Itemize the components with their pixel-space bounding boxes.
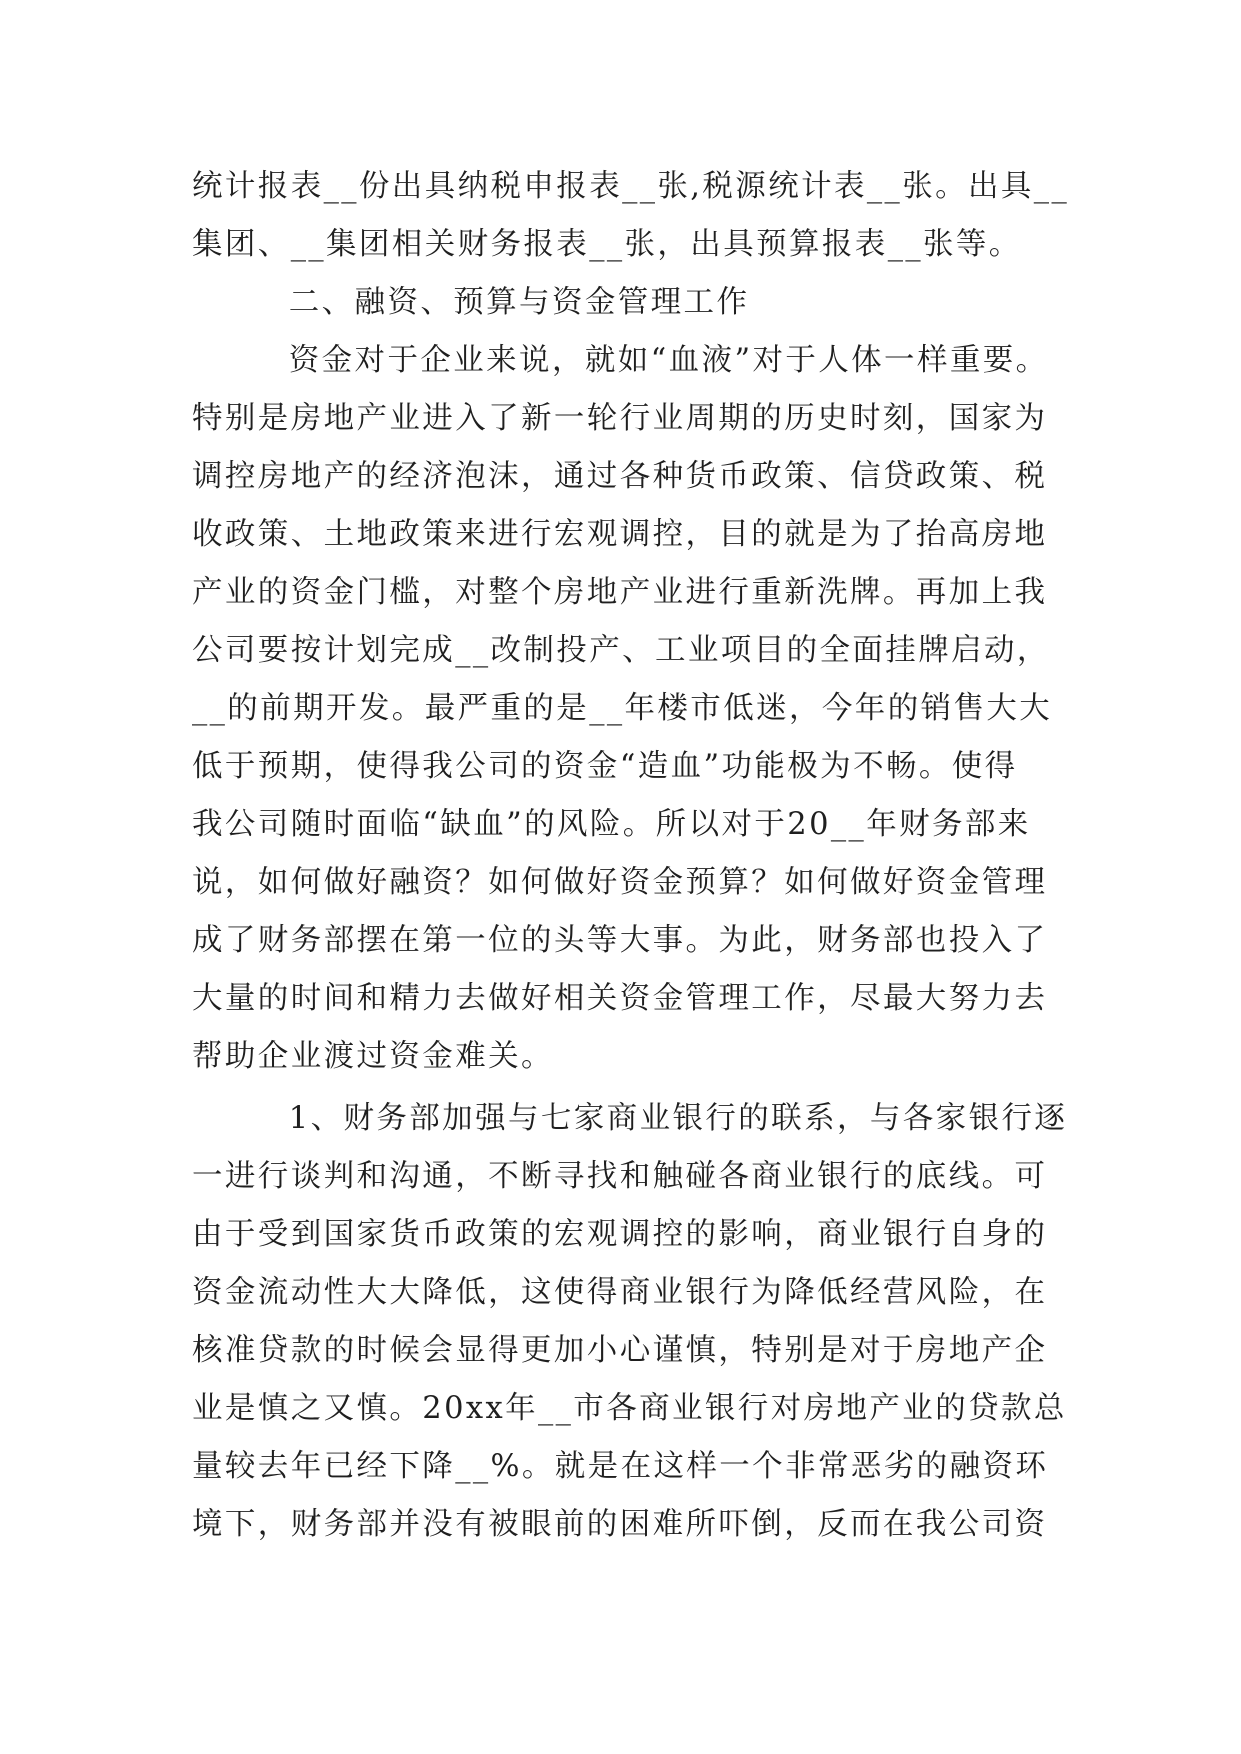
text-line: 成了财务部摆在第一位的头等大事。为此，财务部也投入了 — [192, 923, 1048, 958]
text-line: 核准贷款的时候会显得更加小心谨慎，特别是对于房地产企 — [192, 1333, 1048, 1368]
section-heading: 二、融资、预算与资金管理工作 — [192, 285, 750, 320]
text-line: 一进行谈判和沟通，不断寻找和触碰各商业银行的底线。可 — [192, 1159, 1048, 1194]
text-line: 调控房地产的经济泡沫，通过各种货币政策、信贷政策、税 — [192, 459, 1048, 494]
text-line: 集团、__集团相关财务报表__张，出具预算报表__张等。 — [192, 227, 1022, 262]
text-line: 我公司随时面临“缺血”的风险。所以对于20__年财务部来 — [192, 807, 1031, 842]
text-line: 业是慎之又慎。20xx年__市各商业银行对房地产业的贷款总 — [192, 1391, 1067, 1426]
text-line: 公司要按计划完成__改制投产、工业项目的全面挂牌启动， — [192, 633, 1050, 668]
text-line: 帮助企业渡过资金难关。 — [192, 1039, 554, 1074]
text-line: 由于受到国家货币政策的宏观调控的影响，商业银行自身的 — [192, 1217, 1048, 1252]
text-line: 收政策、土地政策来进行宏观调控，目的就是为了抬高房地 — [192, 517, 1048, 552]
paragraph-first-line: 1、财务部加强与七家商业银行的联系，与各家银行逐 — [192, 1101, 1068, 1136]
text-line: 境下，财务部并没有被眼前的困难所吓倒，反而在我公司资 — [192, 1507, 1048, 1542]
text-line: 特别是房地产业进入了新一轮行业周期的历史时刻，国家为 — [192, 401, 1048, 436]
text-line: 量较去年已经下降__%。就是在这样一个非常恶劣的融资环 — [192, 1449, 1049, 1484]
text-line: 统计报表__份出具纳税申报表__张,税源统计表__张。出具__ — [192, 169, 1070, 204]
text-line: 资金流动性大大降低，这使得商业银行为降低经营风险，在 — [192, 1275, 1048, 1310]
text-line: 产业的资金门槛，对整个房地产业进行重新洗牌。再加上我 — [192, 575, 1048, 610]
text-line: 说，如何做好融资？如何做好资金预算？如何做好资金管理 — [192, 865, 1048, 900]
text-line: __的前期开发。最严重的是__年楼市低迷，今年的销售大大 — [192, 691, 1053, 726]
paragraph-first-line: 资金对于企业来说，就如“血液”对于人体一样重要。 — [192, 343, 1049, 378]
text-line: 大量的时间和精力去做好相关资金管理工作，尽最大努力去 — [192, 981, 1048, 1016]
document-body — [192, 158, 1070, 1554]
text-line: 低于预期，使得我公司的资金“造血”功能极为不畅。使得 — [192, 749, 1018, 784]
